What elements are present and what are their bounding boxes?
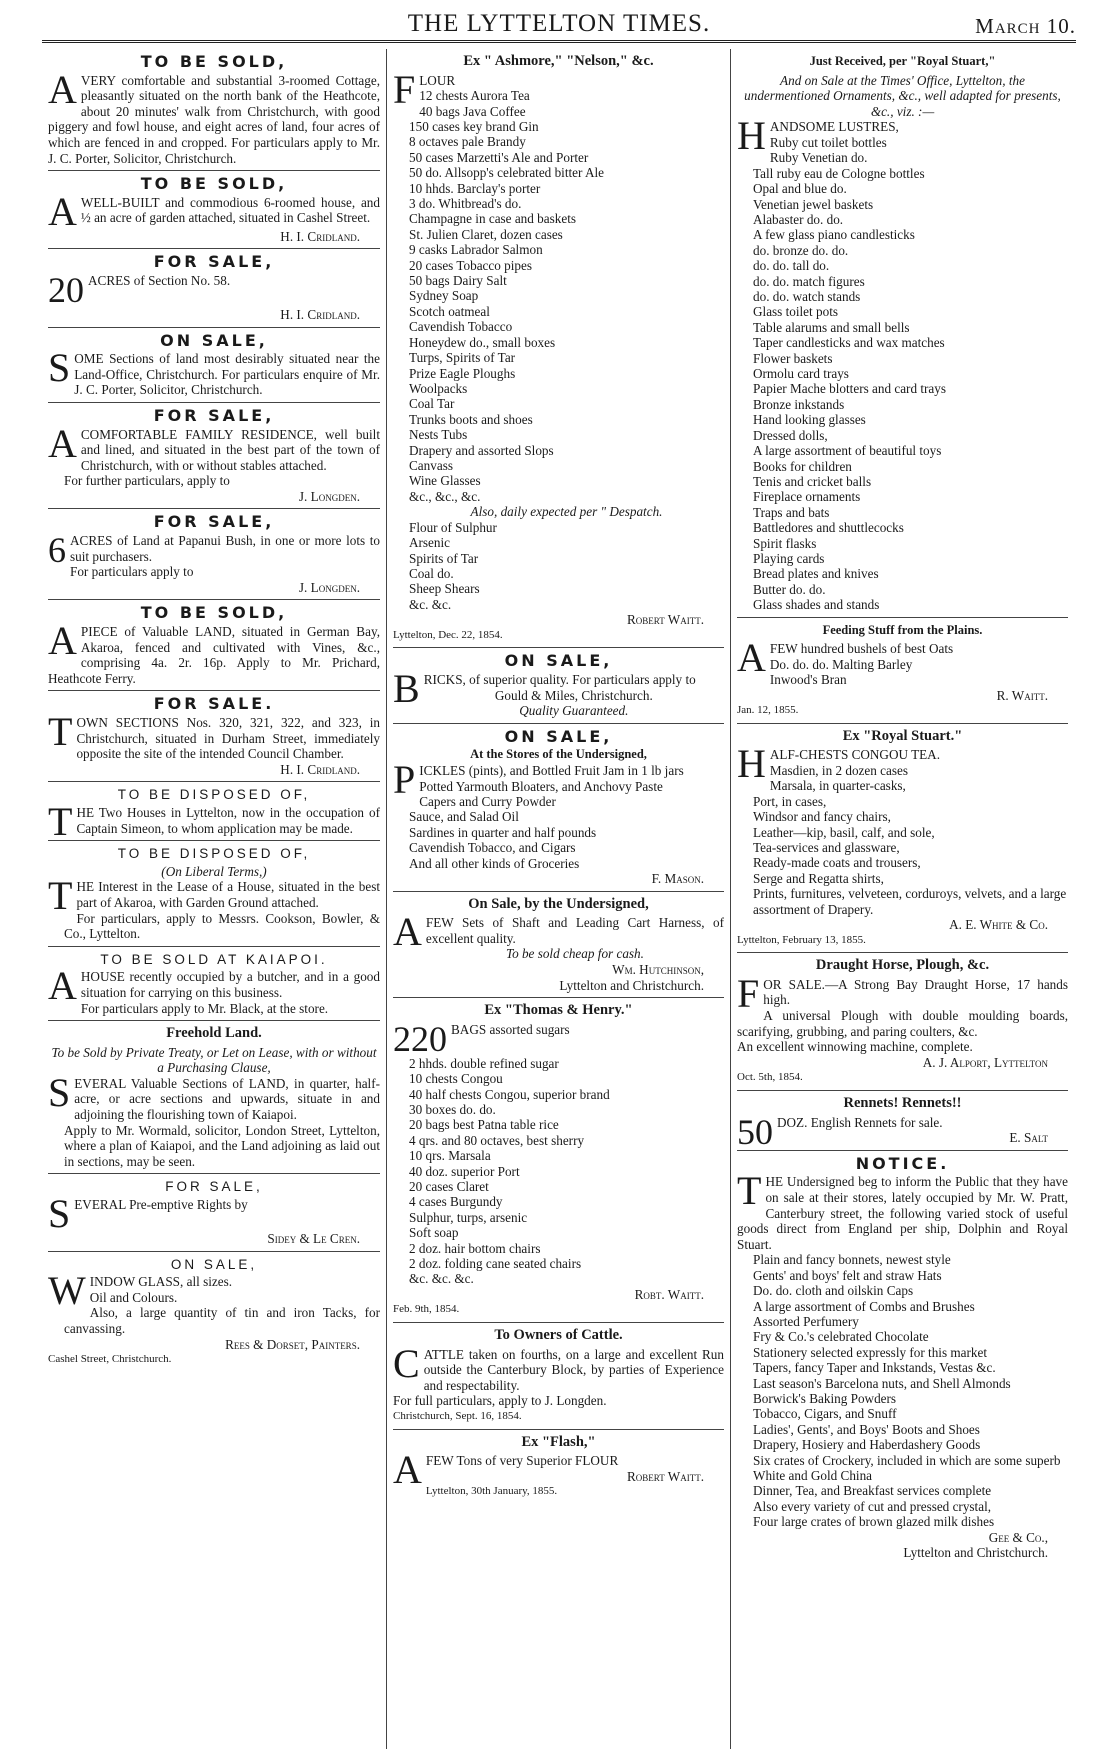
advert-extra: A universal Plough with double moulding boards, scarifying, grubbing, and paring coulters, &c.: [737, 1007, 1068, 1039]
item-list: [393, 520, 724, 612]
advert-body: HE Interest in the Lease of a House, situated in the best part of Akaroa, with Garden Ground attached.: [76, 879, 380, 910]
advert-signature: H. I. Cridland.: [280, 761, 360, 777]
drop-cap: A: [48, 963, 77, 1009]
drop-cap: P: [393, 756, 416, 802]
big-number: 6: [48, 530, 66, 571]
advert-signature: A. E. White & Co.: [949, 917, 1048, 932]
list-item: Inwood's Bran: [769, 672, 847, 688]
advert-body: DOZ. English Rennets for sale.: [777, 1114, 943, 1130]
advert-congou-tea: [737, 724, 1068, 953]
list-item: Six crates of Crockery, included in which are some superb White and Gold China: [753, 1452, 1061, 1483]
advert-signature: J. Longden.: [298, 488, 360, 504]
list-item: Spirits of Tar: [409, 550, 479, 566]
list-item: Drapery and assorted Slops: [409, 442, 554, 458]
list-item: Arsenic: [409, 535, 451, 551]
advert-extra: For particulars, apply to Messrs. Cookson, Bowler, & Co., Lyttelton.: [64, 910, 380, 942]
advert-heading: TO BE SOLD,: [140, 603, 288, 623]
column-1: [42, 49, 386, 1749]
advert-extra: For full particulars, apply to J. Longden.: [393, 1393, 607, 1409]
list-item: Cavendish Tobacco, and Cigars: [409, 840, 576, 856]
advert-body: PIECE of Valuable LAND, situated in German Bay, Akaroa, fenced and cultivated with Vines, &c., comprising 4a. 2r. 16p. Apply to Mr. Prichard, Heathcote Ferry.: [48, 624, 380, 686]
advert-signature: Rees & Dorset, Painters.: [225, 1336, 360, 1352]
advert-subheading: To be Sold by Private Treaty, or Let on Lease, with or without a Purchasing Clause,: [51, 1044, 377, 1076]
advert-heading: Ex " Ashmore," "Nelson," &c.: [463, 53, 654, 69]
advert-heading: Freehold Land.: [166, 1025, 262, 1042]
list-item: Assorted Perfumery: [753, 1313, 859, 1329]
advert-col1-13: [48, 1252, 380, 1372]
advert-signature-place: Lyttelton and Christchurch.: [559, 977, 704, 993]
list-item: Marsala, in quarter-casks,: [769, 778, 906, 794]
list-item: Playing cards: [753, 550, 825, 566]
advert-signature: Gould & Miles, Christchurch.: [494, 687, 653, 703]
list-item: 50 do. Allsopp's celebrated bitter Ale: [409, 165, 605, 181]
list-item: Papier Mache blotters and card trays: [753, 381, 946, 397]
list-item: &c. &c.: [409, 596, 452, 612]
list-item: 10 hhds. Barclay's porter: [409, 180, 541, 196]
list-item: Dressed dolls,: [753, 427, 828, 443]
advert-first-line: ICKLES (pints), and Bottled Fruit Jam in 1 lb jars: [419, 762, 684, 778]
item-list: [737, 135, 1068, 613]
advert-body: ACRES of Section No. 58.: [88, 272, 231, 288]
advert-signature: R. Waitt.: [996, 687, 1048, 703]
advert-notice: [737, 1151, 1068, 1565]
list-item: Venetian jewel baskets: [753, 196, 874, 212]
list-item: Fireplace ornaments: [753, 489, 861, 505]
list-item: Battledores and shuttlecocks: [753, 520, 904, 536]
advert-signature-place: Lyttelton and Christchurch.: [903, 1545, 1048, 1561]
advert-pickles: [393, 724, 724, 892]
drop-cap: S: [48, 1069, 71, 1115]
list-item: Potted Yarmouth Bloaters, and Anchovy Paste: [419, 778, 663, 794]
list-item: Trunks boots and shoes: [409, 411, 533, 427]
advert-body: HE Undersigned beg to inform the Public that they have on sale at their stores, lately occupied by Mr. W. Pratt, Canterbury street, the following varied stock of useful goods direct from England per ship, Dolphin and Royal Stuart.: [737, 1174, 1068, 1252]
list-item: 2 doz. folding cane seated chairs: [409, 1256, 582, 1271]
advert-col1-5: [48, 509, 380, 600]
drop-cap: A: [48, 66, 77, 112]
advert-draught-horse: [737, 953, 1068, 1091]
big-number: 50: [737, 1111, 773, 1152]
advert-heading: FOR SALE,: [153, 405, 275, 425]
advert-body: FEW Sets of Shaft and Leading Cart Harness, of excellent quality.: [425, 915, 724, 946]
list-item: Canvass: [409, 457, 453, 473]
drop-cap: H: [737, 113, 766, 159]
list-item: A few glass piano candlesticks: [753, 227, 915, 243]
list-item: Sardines in quarter and half pounds: [409, 824, 597, 840]
advert-heading: Draught Horse, Plough, &c.: [815, 957, 990, 974]
list-item: do. do. match figures: [753, 273, 865, 289]
advert-body: OME Sections of land most desirably situated near the Land-Office, Christchurch. For particulars enquire of Mr. J. C. Porter, Solicitor, Christchurch.: [74, 351, 380, 398]
advert-signature: E. Salt: [1009, 1130, 1048, 1146]
item-list: [737, 657, 1068, 688]
item-list: [737, 763, 1068, 917]
list-item: Borwick's Baking Powders: [753, 1390, 897, 1406]
advert-heading: On Sale, by the Undersigned,: [468, 895, 649, 912]
list-item: Flower baskets: [753, 350, 833, 366]
drop-cap: S: [48, 1191, 71, 1237]
advert-heading: To Owners of Cattle.: [494, 1327, 623, 1343]
advert-body: FEW hundred bushels of best Oats: [769, 641, 954, 657]
columns: [42, 49, 1076, 1749]
list-item: do. do. tall do.: [753, 258, 830, 274]
item-list: [393, 1056, 724, 1287]
list-item: Tall ruby eau de Cologne bottles: [753, 165, 925, 181]
list-item: Hand looking glasses: [753, 412, 866, 428]
advert-heading: TO BE SOLD,: [140, 52, 288, 71]
list-item: St. Julien Claret, dozen cases: [409, 226, 563, 242]
list-item: Capers and Curry Powder: [419, 793, 556, 809]
list-item: Glass shades and stands: [753, 597, 880, 613]
list-item: Spirit flasks: [753, 535, 817, 551]
advert-body: ACRES of Land at Papanui Bush, in one or more lots to suit purchasers.: [70, 533, 380, 564]
newspaper-title: THE LYTTELTON TIMES.: [407, 10, 711, 37]
advert-dateline: Jan. 12, 1855.: [737, 704, 799, 717]
list-item: Ladies', Gents', and Boys' Boots and Shoes: [753, 1421, 980, 1437]
list-item: Masdien, in 2 dozen cases: [769, 762, 908, 778]
advert-extra: For further particulars, apply to: [64, 473, 230, 489]
advert-heading: ON SALE,: [170, 1256, 258, 1272]
advert-heading: Ex "Thomas & Henry.": [484, 1002, 633, 1019]
list-item: And all other kinds of Groceries: [409, 855, 580, 871]
list-item: 8 octaves pale Brandy: [409, 134, 526, 150]
item-list: [393, 88, 724, 504]
list-item: 20 cases Tobacco pipes: [409, 257, 532, 273]
advert-subheading: Quality Guaranteed.: [519, 703, 629, 719]
list-item: 3 do. Whitbread's do.: [409, 196, 522, 212]
advert-signature: Sidey & Le Cren.: [267, 1231, 360, 1247]
drop-cap: C: [393, 1340, 420, 1386]
advert-signature: Wm. Hutchinson,: [612, 961, 704, 977]
advert-signature: A. J. Alport, Lyttelton: [922, 1054, 1048, 1070]
advert-dateline: Lyttelton, Dec. 22, 1854.: [393, 628, 503, 641]
list-item: 40 doz. superior Port: [409, 1163, 520, 1179]
advert-col1-1: [48, 171, 380, 249]
advert-subheading: (On Liberal Terms,): [161, 863, 267, 879]
list-item: Cavendish Tobacco: [409, 319, 513, 335]
list-item: 10 chests Congou: [409, 1071, 503, 1087]
advert-col1-0: [48, 49, 380, 171]
drop-cap: F: [393, 66, 416, 112]
advert-heading: ON SALE,: [160, 330, 268, 350]
list-item: 9 casks Labrador Salmon: [409, 242, 543, 258]
advert-signature: H. I. Cridland.: [280, 306, 360, 322]
list-item: 20 cases Claret: [409, 1178, 489, 1194]
list-item: Ormolu card trays: [753, 366, 849, 382]
advert-flash: [393, 1430, 724, 1504]
advert-ex-ashmore: [393, 49, 724, 648]
list-item: Tea-services and glassware,: [753, 839, 900, 855]
drop-cap: F: [737, 970, 760, 1016]
drop-cap: A: [48, 188, 77, 234]
advert-body: ATTLE taken on fourths, on a large and excellent Run outside the Canterbury Block, by parties of Experience and respectability.: [423, 1346, 724, 1393]
list-item: Wine Glasses: [409, 473, 481, 489]
list-item: Do. do. do. Malting Barley: [769, 656, 913, 672]
drop-cap: W: [48, 1268, 86, 1314]
list-item: Fry & Co.'s celebrated Chocolate: [753, 1329, 929, 1345]
list-item: Glass toilet pots: [753, 304, 838, 320]
advert-first-line: LOUR: [419, 72, 456, 88]
list-item: 4 qrs. and 80 octaves, best sherry: [409, 1132, 585, 1148]
list-item: Taper candlesticks and wax matches: [753, 335, 945, 351]
advert-heading: ON SALE,: [504, 726, 613, 746]
advert-dateline: Christchurch, Sept. 16, 1854.: [393, 1409, 522, 1422]
list-item: Dinner, Tea, and Breakfast services complete: [753, 1483, 992, 1499]
advert-signature: Robt. Waitt.: [634, 1286, 704, 1302]
list-item: Nests Tubs: [409, 427, 468, 443]
list-item: Sheep Shears: [409, 581, 480, 597]
list-item: 40 bags Java Coffee: [419, 103, 526, 119]
advert-body: OR SALE.—A Strong Bay Draught Horse, 17 hands high.: [763, 976, 1068, 1008]
advert-heading: FOR SALE.: [153, 694, 275, 714]
advert-body: FEW Tons of very Superior FLOUR: [425, 1453, 619, 1469]
advert-col1-12: [48, 1174, 380, 1251]
advert-royal-stuart-ornaments: [737, 49, 1068, 618]
list-item: Windsor and fancy chairs,: [753, 809, 891, 825]
list-item: Woolpacks: [409, 380, 468, 396]
advert-signature: H. I. Cridland.: [280, 228, 360, 244]
list-item: &c. &c. &c.: [409, 1271, 474, 1287]
advert-heading: Just Received, per "Royal Stuart,": [809, 54, 996, 68]
advert-rennets: [737, 1091, 1068, 1151]
list-item: Last season's Barcelona nuts, and Shell Almonds: [753, 1375, 1011, 1391]
list-item: Bread plates and knives: [753, 566, 879, 582]
list-item: 50 bags Dairy Salt: [409, 273, 507, 289]
advert-col1-4: [48, 403, 380, 510]
list-item: Prize Eagle Ploughs: [409, 365, 516, 381]
list-item: Tapers, fancy Taper and Inkstands, Vestas &c.: [753, 1360, 996, 1376]
list-item: Flour of Sulphur: [409, 519, 497, 535]
advert-dateline: Lyttelton, February 13, 1855.: [737, 933, 866, 946]
advert-signature: Robert Waitt.: [626, 1468, 704, 1484]
masthead: [42, 10, 1076, 43]
list-item: Leather—kip, basil, calf, and sole,: [753, 824, 935, 840]
list-item: Tenis and cricket balls: [753, 473, 872, 489]
advert-extra: For particulars apply to Mr. Black, at the store.: [80, 1000, 329, 1016]
list-item: Champagne in case and baskets: [409, 211, 576, 227]
drop-cap: A: [48, 420, 77, 466]
list-item: A large assortment of beautiful toys: [753, 443, 942, 459]
list-item: Soft soap: [409, 1225, 459, 1241]
list-item: Bronze inkstands: [753, 396, 845, 412]
advert-heading: TO BE SOLD AT KAIAPOI.: [100, 951, 328, 967]
advert-heading: Ex "Royal Stuart.": [842, 727, 963, 744]
advert-body: VERY comfortable and substantial 3-roomed Cottage, pleasantly situated on the north bank of the Heathcote, about 20 minutes' walk from Christchurch, with good piggery and fowl house, and eight acres of land, four acres of which are fenced in and cropped. For particulars apply to Mr. J. C. Porter, Solicitor, Christchurch.: [48, 72, 380, 166]
list-item: A large assortment of Combs and Brushes: [753, 1298, 975, 1314]
list-item: Table alarums and small bells: [753, 319, 910, 335]
advert-col1-7: [48, 691, 380, 782]
advert-heading: Feeding Stuff from the Plains.: [822, 622, 983, 637]
list-item: Plain and fancy bonnets, newest style: [753, 1252, 951, 1268]
list-item: 40 half chests Congou, superior brand: [409, 1086, 610, 1102]
advert-thomas-henry: [393, 998, 724, 1323]
advert-body: EVERAL Pre-emptive Rights by: [74, 1197, 248, 1213]
advert-subheading: And on Sale at the Times' Office, Lyttelton, the undermentioned Ornaments, &c., well adapted for presents, &c., viz. :—: [744, 72, 1061, 119]
advert-extra: Oil and Colours.: [89, 1289, 178, 1305]
advert-heading: FOR SALE,: [153, 512, 275, 532]
list-item: Sauce, and Salad Oil: [409, 809, 519, 825]
list-item: &c., &c., &c.: [409, 488, 481, 504]
advert-signature: Gee & Co.,: [988, 1529, 1048, 1545]
advert-col1-8: [48, 782, 380, 844]
advert-cattle: [393, 1323, 724, 1430]
advert-body: WELL-BUILT and commodious 6-roomed house, and ½ an acre of garden attached, situated in Cashel Street.: [80, 194, 380, 226]
drop-cap: T: [48, 709, 73, 754]
drop-cap: A: [48, 618, 77, 664]
list-item: Traps and bats: [753, 504, 830, 520]
list-item: 12 chests Aurora Tea: [419, 88, 530, 104]
advert-heading: TO BE DISPOSED OF,: [117, 846, 311, 862]
advert-col1-6: [48, 600, 380, 691]
drop-cap: B: [393, 665, 420, 711]
advert-first-line: ALF-CHESTS CONGOU TEA.: [769, 747, 940, 763]
drop-cap: A: [737, 635, 766, 681]
advert-extra: Apply to Mr. Wormald, solicitor, London Street, Lyttelton, where a plan of Kaiapoi, and the Land adjoining as laid out in sections, may be seen.: [64, 1122, 380, 1169]
list-item: Four large crates of brown glazed milk dishes: [753, 1514, 995, 1530]
advert-body: EVERAL Valuable Sections of LAND, in quarter, half-acre, or acre sections and upwards, situate in and adjoining the flourishing town of Kaiapoi.: [74, 1075, 380, 1123]
advert-heading: FOR SALE,: [165, 1179, 263, 1195]
list-item: Honeydew do., small boxes: [409, 334, 556, 350]
advert-first-line: BAGS assorted sugars: [451, 1021, 570, 1037]
list-item: Port, in cases,: [753, 793, 827, 809]
advert-dateline: Oct. 5th, 1854.: [737, 1071, 803, 1084]
advert-heading: TO BE SOLD,: [140, 174, 288, 194]
list-item: Coal Tar: [409, 396, 455, 412]
advert-harness: [393, 892, 724, 999]
drop-cap: A: [393, 1447, 422, 1493]
advert-heading: TO BE DISPOSED OF,: [117, 787, 311, 803]
advert-body: COMFORTABLE FAMILY RESIDENCE, well built and lined, and situated in the best part of the town of Christchurch, with or without stables attached.: [80, 426, 380, 473]
drop-cap: S: [48, 345, 71, 391]
drop-cap: T: [48, 873, 73, 919]
advert-dateline: Feb. 9th, 1854.: [393, 1303, 460, 1316]
list-item: Books for children: [753, 458, 852, 474]
list-item: Butter do. do.: [753, 581, 826, 597]
list-item: Also every variety of cut and pressed crystal,: [753, 1498, 992, 1514]
list-item: Sydney Soap: [409, 288, 479, 304]
advert-first-line: ANDSOME LUSTRES,: [769, 119, 899, 135]
advert-col1-3: [48, 328, 380, 403]
list-item: do. do. watch stands: [753, 289, 861, 305]
advert-subheading: To be sold cheap for cash.: [505, 946, 644, 962]
list-item: Do. do. cloth and oilskin Caps: [753, 1283, 914, 1299]
column-2: [386, 49, 730, 1749]
issue-date: March 10.: [975, 14, 1076, 38]
list-item: Tobacco, Cigars, and Snuff: [753, 1406, 897, 1422]
list-item: 150 cases key brand Gin: [409, 119, 539, 134]
item-list: [737, 1252, 1068, 1529]
advert-body: OWN SECTIONS Nos. 320, 321, 322, and 323, in Christchurch, situated in Durham Street, immediately opposite the site of the intended Council Chamber.: [76, 715, 380, 762]
big-number: 20: [48, 269, 84, 310]
list-item: 30 boxes do. do.: [409, 1101, 496, 1117]
list-item: Gents' and boys' felt and straw Hats: [753, 1267, 942, 1283]
list-item: 20 bags best Patna table rice: [409, 1117, 559, 1133]
list-item: do. bronze do. do.: [753, 242, 849, 258]
advert-heading: FOR SALE,: [153, 252, 275, 272]
list-item: Prints, furnitures, velveteen, corduroys, velvets, and a large assortment of Drapery.: [753, 886, 1067, 917]
advert-col1-11: [48, 1021, 380, 1174]
list-item: 4 cases Burgundy: [409, 1194, 503, 1210]
advert-heading: Rennets! Rennets!!: [843, 1094, 962, 1111]
list-item: Ruby Venetian do.: [769, 150, 868, 166]
list-item: Drapery, Hosiery and Haberdashery Goods: [753, 1437, 981, 1453]
advert-body: RICKS, of superior quality. For particulars apply to: [423, 671, 696, 687]
item-list: [393, 779, 724, 871]
advert-dateline: Cashel Street, Christchurch.: [48, 1353, 172, 1366]
list-item: 2 doz. hair bottom chairs: [409, 1240, 541, 1256]
advert-col1-9: [48, 841, 380, 947]
advert-body: INDOW GLASS, all sizes.: [89, 1274, 233, 1290]
list-item: Stationery selected expressly for this market: [753, 1344, 988, 1360]
advert-col1-2: [48, 249, 380, 327]
drop-cap: T: [48, 798, 73, 844]
advert-extra: For particulars apply to: [70, 564, 194, 580]
drop-cap: A: [393, 909, 422, 955]
advert-extra: An excellent winnowing machine, complete.: [737, 1039, 973, 1055]
list-item: 50 cases Marzetti's Ale and Porter: [409, 149, 589, 165]
big-number: 220: [393, 1018, 447, 1059]
advert-body: HE Two Houses in Lyttelton, now in the occupation of Captain Simeon, to whom application may be made.: [76, 804, 380, 836]
advert-signature: F. Mason.: [651, 870, 704, 886]
drop-cap: H: [737, 741, 766, 787]
advert-bricks: [393, 648, 724, 723]
list-item: Turps, Spirits of Tar: [409, 350, 516, 366]
list-item: Ruby cut toilet bottles: [769, 134, 887, 150]
advert-col1-10: [48, 947, 380, 1021]
advert-dateline: Lyttelton, 30th January, 1855.: [425, 1485, 558, 1498]
list-item: Scotch oatmeal: [409, 303, 490, 319]
column-3: [730, 49, 1074, 1749]
list-item: Ready-made coats and trousers,: [753, 855, 921, 871]
list-item: 2 hhds. double refined sugar: [409, 1055, 559, 1071]
list-item: 10 qrs. Marsala: [409, 1148, 491, 1164]
list-item: Serge and Regatta shirts,: [753, 870, 884, 886]
advert-body: HOUSE recently occupied by a butcher, and in a good situation for carrying on this business.: [80, 969, 380, 1000]
advert-feeding-stuff: [737, 618, 1068, 724]
advert-signature: J. Longden.: [298, 579, 360, 595]
advert-signature: Robert Waitt.: [626, 612, 704, 628]
drop-cap: T: [737, 1168, 762, 1214]
list-item: Alabaster do. do.: [753, 212, 844, 227]
list-item: Coal do.: [409, 565, 454, 581]
list-item: Sulphur, turps, arsenic: [409, 1209, 528, 1225]
advert-heading: ON SALE,: [504, 651, 613, 671]
list-item: Opal and blue do.: [753, 181, 847, 197]
advert-extra: Also, a large quantity of tin and iron Tacks, for canvassing.: [64, 1305, 380, 1336]
advert-note: Also, daily expected per " Despatch.: [470, 504, 663, 520]
advert-heading: Ex "Flash,": [521, 1433, 596, 1450]
advert-heading: NOTICE.: [855, 1153, 950, 1173]
advert-subheading: At the Stores of the Undersigned,: [470, 747, 647, 762]
